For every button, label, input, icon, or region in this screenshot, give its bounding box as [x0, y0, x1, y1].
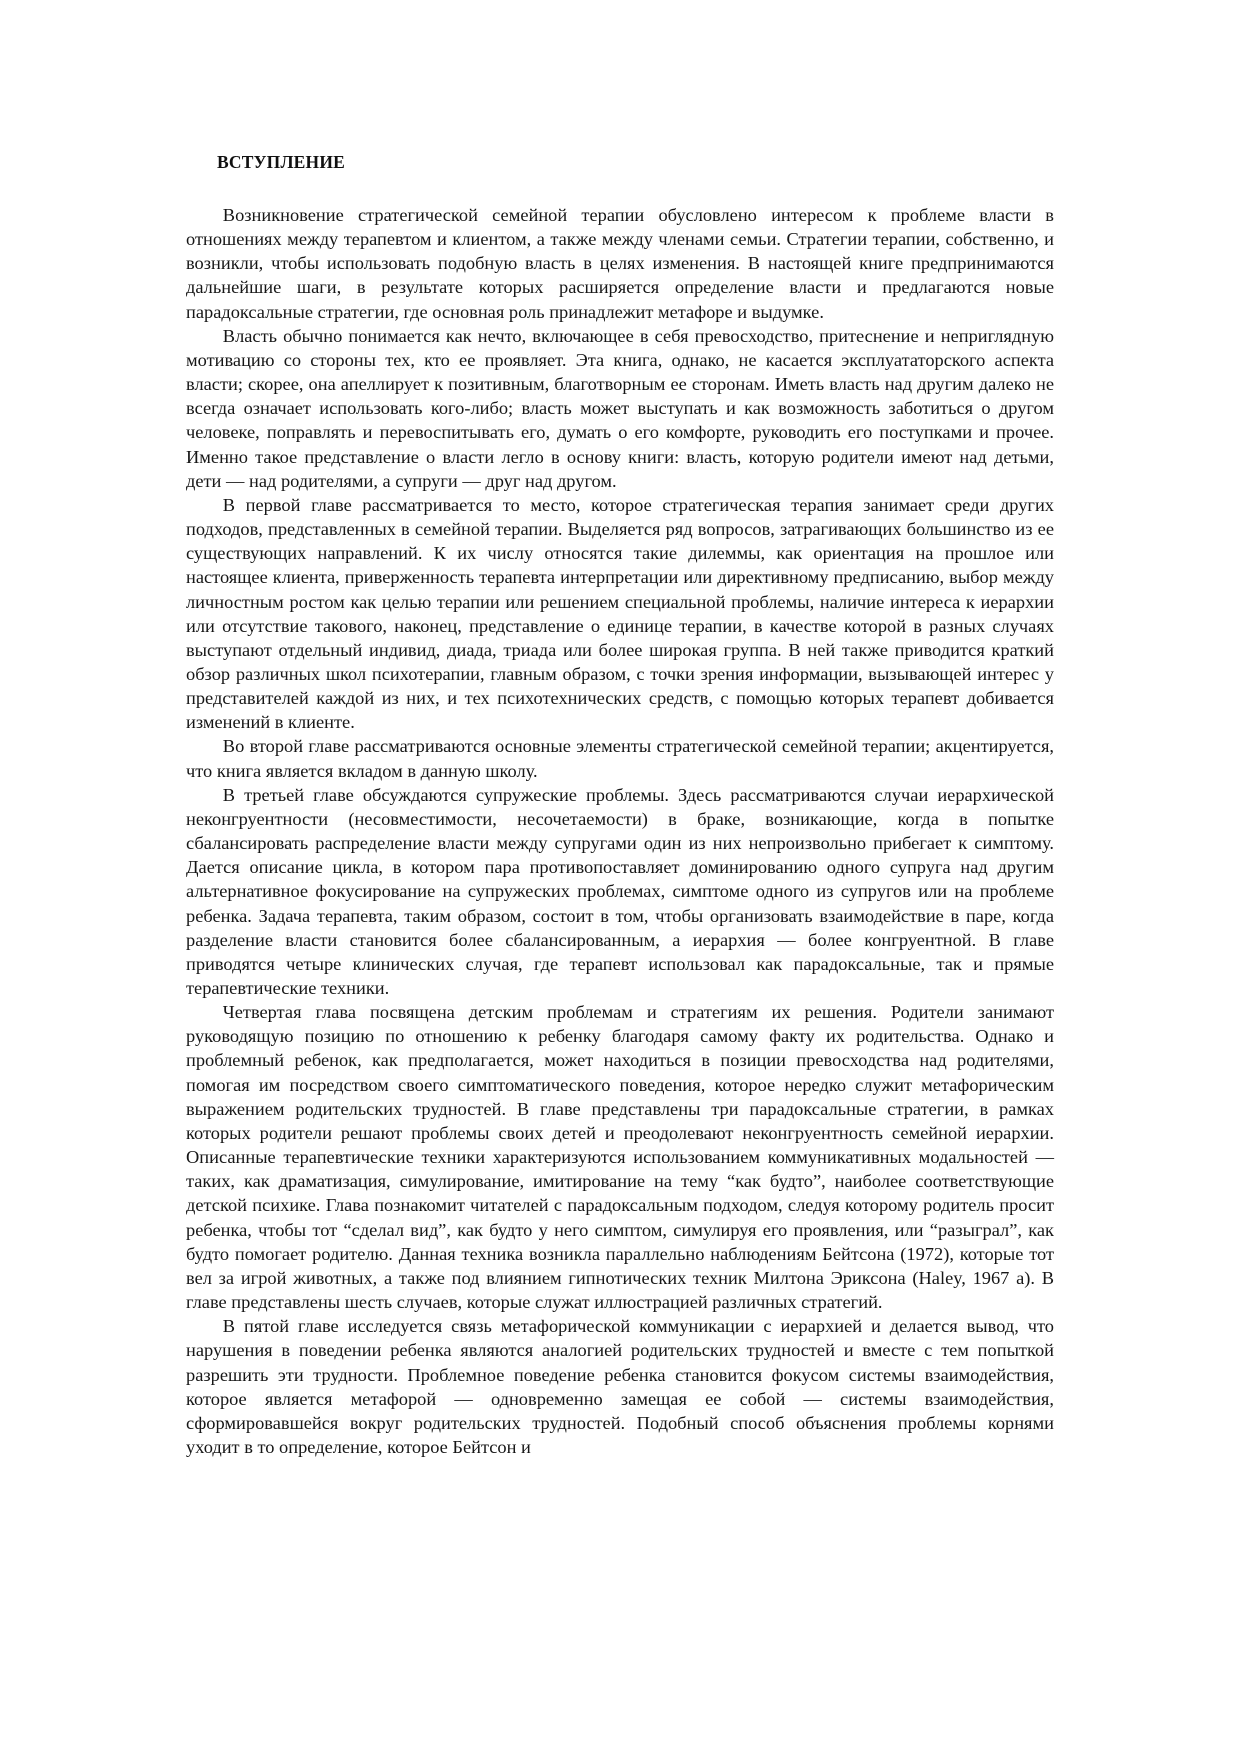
paragraph-3: В первой главе рассматривается то место, которое стратегическая терапия занимает среди других подходов, представленных в семейной терапии. Выделяется ряд вопросов, затрагивающих большинство из ее существующих направлений. К их числу относятся такие дилеммы, как ориентация на прошлое или настоящее клиента, приверженность терапевта интерпретации или директивному предписанию, выбор между личностным ростом как целью терапии или решением специальной проблемы, наличие интереса к иерархии или отсутствие такового, наконец, представление о единице терапии, в качестве которой в разных случаях выступают отдельный индивид, диада, триада или более широкая группа. В ней также приводится краткий обзор различных школ психотерапии, главным образом, с точки зрения информации, вызывающей интерес у представителей каждой из них, и тех психотехнических средств, с помощью которых терапевт добивается изменений в клиенте. — [186, 494, 1054, 733]
section-heading: ВСТУПЛЕНИЕ — [217, 152, 346, 172]
paragraph-5: В третьей главе обсуждаются супружеские проблемы. Здесь рассматриваются случаи иерархической неконгруентности (несовместимости, несочетаемости) в браке, возникающие, когда в попытке сбалансировать распределение власти между супругами один из них непроизвольно прибегает к симптому. Дается описание цикла, в котором пара противопоставляет доминированию одного супруга над другим альтернативное фокусирование на супружеских проблемах, симптоме одного из супругов или на проблеме ребенка. Задача терапевта, таким образом, состоит в том, чтобы организовать взаимодействие в паре, когда разделение власти становится более сбалансированным, а иерархия — более конгруентной. В главе приводятся четыре клинических случая, где терапевт использовал как парадоксальные, так и прямые терапевтические техники. — [186, 784, 1054, 998]
paragraph-4: Во второй главе рассматриваются основные элементы стратегической семейной терапии; акцентируется, что книга является вкладом в данную школу. — [186, 736, 1054, 781]
paragraph-1: Возникновение стратегической семейной терапии обусловлено интересом к проблеме власти в отношениях между терапевтом и клиентом, а также между членами семьи. Стратегии терапии, собственно, и возникли, чтобы использовать подобную власть в целях изменения. В настоящей книге предпринимаются дальнейшие шаги, в результате которых расширяется определение власти и предлагаются новые парадоксальные стратегии, где основная роль принадлежит метафоре и выдумке. — [186, 205, 1054, 322]
paragraph-2: Власть обычно понимается как нечто, включающее в себя превосходство, притеснение и неприглядную мотивацию со стороны тех, кто ее проявляет. Эта книга, однако, не касается эксплуататорского аспекта власти; скорее, она апеллирует к позитивным, благотворным ее сторонам. Иметь власть над другим далеко не всегда означает использовать кого-либо; власть может выступать и как возможность заботиться о другом человеке, поправлять и перевоспитывать его, думать о его комфорте, руководить его поступками и прочее. Именно такое представление о власти легло в основу книги: власть, которую родители имеют над детьми, дети — над родителями, а супруги — друг над другом. — [186, 325, 1054, 491]
paragraph-6: Четвертая глава посвящена детским проблемам и стратегиям их решения. Родители занимают руководящую позицию по отношению к ребенку благодаря самому факту их родительства. Однако и проблемный ребенок, как предполагается, может находиться в позиции превосходства над родителями, помогая им посредством своего симптоматического поведения, которое нередко служит метафорическим выражением родительских трудностей. В главе представлены три парадоксальные стратегии, в рамках которых родители решают проблемы своих детей и преодолевают неконгруентность семейной иерархии. Описанные терапевтические техники характеризуются использованием коммуникативных модальностей — таких, как драматизация, симулирование, имитирование на тему “как будто”, наиболее соответствующие детской психике. Глава познакомит читателей с парадоксальным подходом, следуя которому родитель просит ребенка, чтобы тот “сделал вид”, как будто у него симптом, симулируя его проявления, или “разыграл”, как будто помогает родителю. Данная техника возникла параллельно наблюдениям Бейтсона (1972), которые тот вел за игрой животных, а также под влиянием гипнотических техник Милтона Эриксона (Haley, 1967 a). В главе представлены шесть случаев, которые служат иллюстрацией различных стратегий. — [186, 1002, 1054, 1313]
body-text — [186, 203, 1054, 1459]
paragraph-7: В пятой главе исследуется связь метафорической коммуникации с иерархией и делается вывод, что нарушения в поведении ребенка являются аналогией родительских трудностей и вместе с тем попыткой разрешить эти трудности. Проблемное поведение ребенка становится фокусом системы взаимодействия, которое является метафорой — одновременно замещая ее собой — системы взаимодействия, сформировавшейся вокруг родительских трудностей. Подобный способ объяснения проблемы корнями уходит в то определение, которое Бейтсон и — [186, 1316, 1054, 1457]
